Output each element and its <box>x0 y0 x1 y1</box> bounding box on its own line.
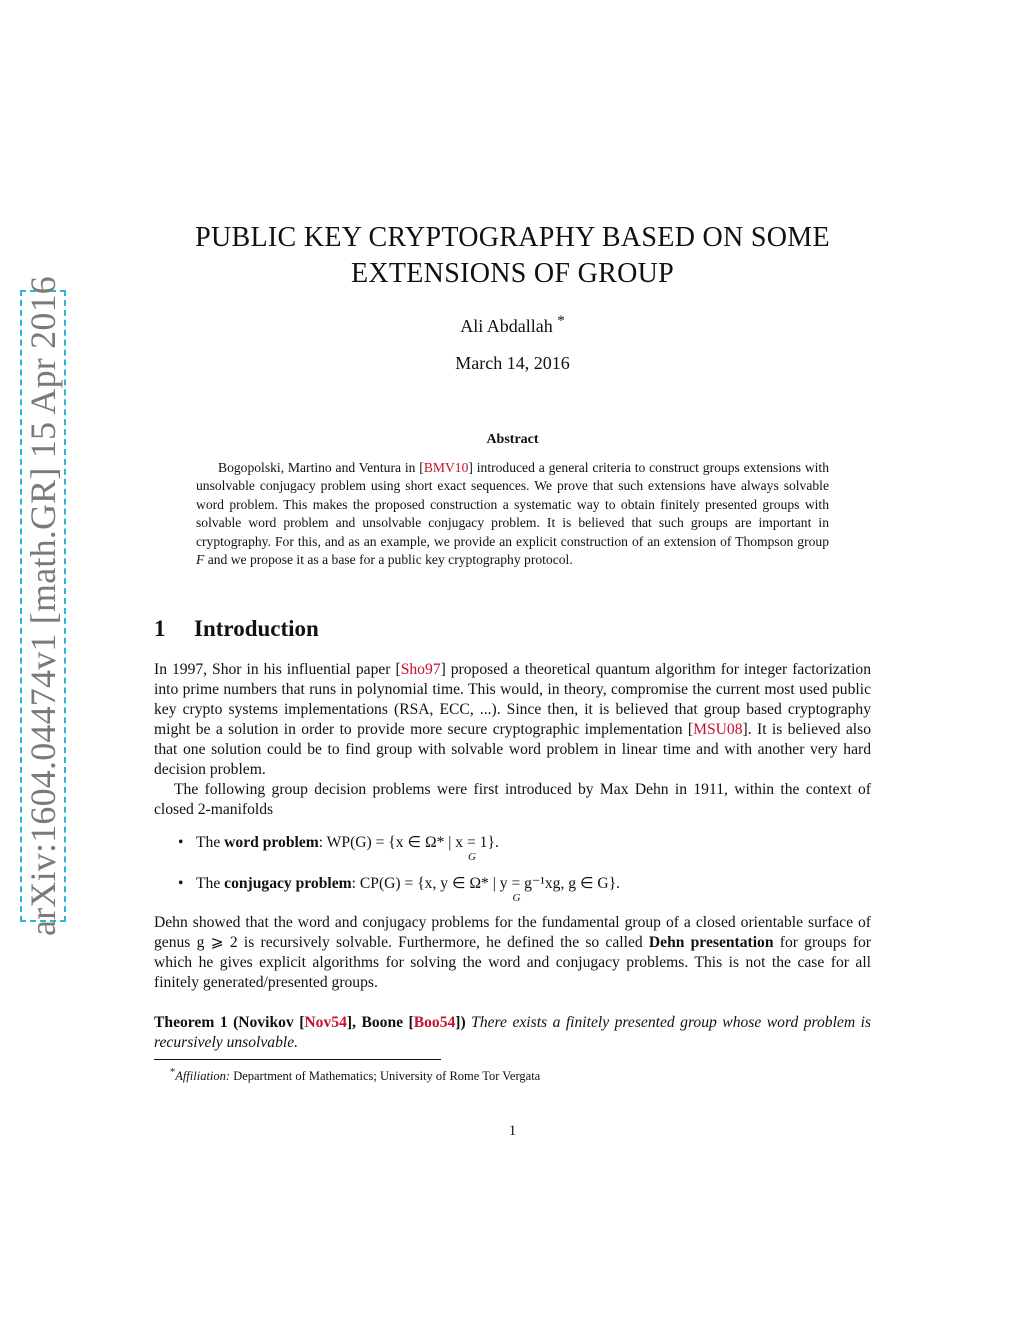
b1-formula-a: : WP(G) = {x ∈ Ω* | x <box>318 834 467 851</box>
title-line-1: PUBLIC KEY CRYPTOGRAPHY BASED ON SOME <box>195 222 830 253</box>
theorem-head-b: ], Boone [ <box>346 1014 414 1031</box>
b2-pre: The <box>196 875 225 892</box>
date: March 14, 2016 <box>455 353 570 373</box>
p3-b: for groups for which he gives explicit algorithms for solving the word and conjugacy problems. This is not the case for all finitely generated/presented groups. <box>154 934 872 991</box>
abstract-end: and we propose it as a base for a public key cryptography protocol. <box>204 552 573 568</box>
theorem-1 <box>154 1013 871 1053</box>
section-heading <box>154 616 319 642</box>
citation-link[interactable]: BMV10 <box>423 460 469 475</box>
abstract-text: Bogopolski, Martino and Ventura in [BMV10] introduced a general criteria to construct groups extensions with unsolvable conjugacy problem using short exact sequences. We prove that such extensions have always solvable word problem. This makes the proposed construction a systematic way to obtain finitely presented groups with solvable word problem and unsolvable conjugacy problem. It is believed that such groups are important in cryptography. For this, and as an example, we provide an explicit construction of an extension of Thompson group F and we propose it as a base for a public key cryptography protocol. <box>196 460 830 568</box>
citation-link[interactable]: Sho97 <box>400 661 441 678</box>
section-title: Introduction <box>194 616 319 641</box>
p1-c: . It is believed also that one solution could be to find group with solvable word problem in linear time and with another very hard decision problem. <box>154 721 872 778</box>
footnote-mark: * <box>170 1067 176 1078</box>
b2-term: conjugacy problem <box>224 875 352 892</box>
b1-eq-sub: G <box>467 851 476 863</box>
abstract-body: introduced a general criteria to construct groups extensions with unsolvable conjugacy problem using short exact sequences. We prove that such extensions have always solvable word problem. This makes the proposed construction a systematic way to obtain finitely presented groups with solvable word problem and unsolvable conjugacy problem. It is believed that such groups are important in cryptography. For this, and as an example, we provide an explicit construction of an extension of Thompson group <box>196 460 830 549</box>
abstract-heading: Abstract <box>486 432 539 447</box>
title-line-2: EXTENSIONS OF GROUP <box>350 258 675 289</box>
p1-b: proposed a theoretical quantum algorithm for integer factorization into prime numbers that runs in polynomial time. This would, in theory, compromise the current most used public key crypto systems implementations (RSA, ECC, ...). Since then, it is believed that group based cryptography might be a solution in order to provide more secure cryptographic implementation <box>154 661 872 738</box>
p3-a: Dehn showed that the word and conjugacy problems for the fundamental group of a closed orientable surface of genus g ⩾ 2 is recursively solvable. Furthermore, he defined the so called <box>154 914 871 951</box>
p3-term: Dehn presentation <box>648 934 774 951</box>
page-number: 1 <box>508 1123 517 1139</box>
b1-pre: The <box>196 834 225 851</box>
footnote-text: Department of Mathematics; University of Rome Tor Vergata <box>230 1069 541 1084</box>
b1-formula-b: 1}. <box>475 834 499 851</box>
b1-eq <box>466 833 476 863</box>
intro-paragraph-1: In 1997, Shor in his influential paper [Sho97] proposed a theoretical quantum algorithm for integer factorization into prime numbers that runs in polynomial time. This would, in theory, compromise the current most used public key crypto systems implementations (RSA, ECC, ...). Since then, it is believed that group based cryptography might be a solution in order to provide more secure cryptographic implementation [MSU08]. It is believed also that one solution could be to find group with solvable word problem in linear time and with another very hard decision problem. <box>154 661 872 778</box>
intro-paragraph-2: The following group decision problems were first introduced by Max Dehn in 1911, within the context of closed 2-manifolds <box>154 781 871 818</box>
section-number: 1 <box>154 616 166 641</box>
citation-link[interactable]: Nov54 <box>304 1014 347 1031</box>
b2-formula-b: g⁻¹xg, g ∈ G}. <box>520 875 621 892</box>
citation-link[interactable]: MSU08 <box>693 721 743 738</box>
citation-link[interactable]: Boo54 <box>413 1014 456 1031</box>
list-item <box>178 833 499 863</box>
footnote-divider <box>154 1059 441 1060</box>
arxiv-stamp <box>20 276 66 936</box>
theorem-head-a: Theorem 1 (Novikov [ <box>154 1014 305 1031</box>
bullet-icon: • <box>178 875 184 892</box>
author <box>154 313 871 337</box>
arxiv-stamp-text: arXiv:1604.04474v1 [math.GR] 15 Apr 2016 <box>23 276 63 936</box>
author-footnote-mark[interactable]: * <box>557 313 565 329</box>
b2-eq-sign: = <box>511 875 521 892</box>
b1-term: word problem <box>224 834 319 851</box>
p1-a: In 1997, Shor in his influential paper <box>154 661 396 678</box>
bullet-icon: • <box>178 834 184 851</box>
paper-title <box>154 220 871 292</box>
abstract-math-F: F <box>196 552 205 568</box>
intro-paragraph-3 <box>154 913 871 993</box>
theorem-statement: There exists a finitely presented group whose word problem is recursively unsolvable. <box>154 1014 871 1051</box>
list-item <box>178 874 621 904</box>
b2-eq <box>511 874 521 904</box>
b2-eq-sub: G <box>512 892 521 904</box>
footnote <box>170 1065 540 1084</box>
theorem-head-c: ]) <box>455 1014 466 1031</box>
b2-formula-a: : CP(G) = {x, y ∈ Ω* | y <box>351 875 512 892</box>
author-name: Ali Abdallah <box>460 316 553 336</box>
abstract-pre: Bogopolski, Martino and Ventura in <box>218 460 420 475</box>
b1-eq-sign: = <box>466 834 476 851</box>
footnote-label: Affiliation: <box>175 1069 231 1084</box>
